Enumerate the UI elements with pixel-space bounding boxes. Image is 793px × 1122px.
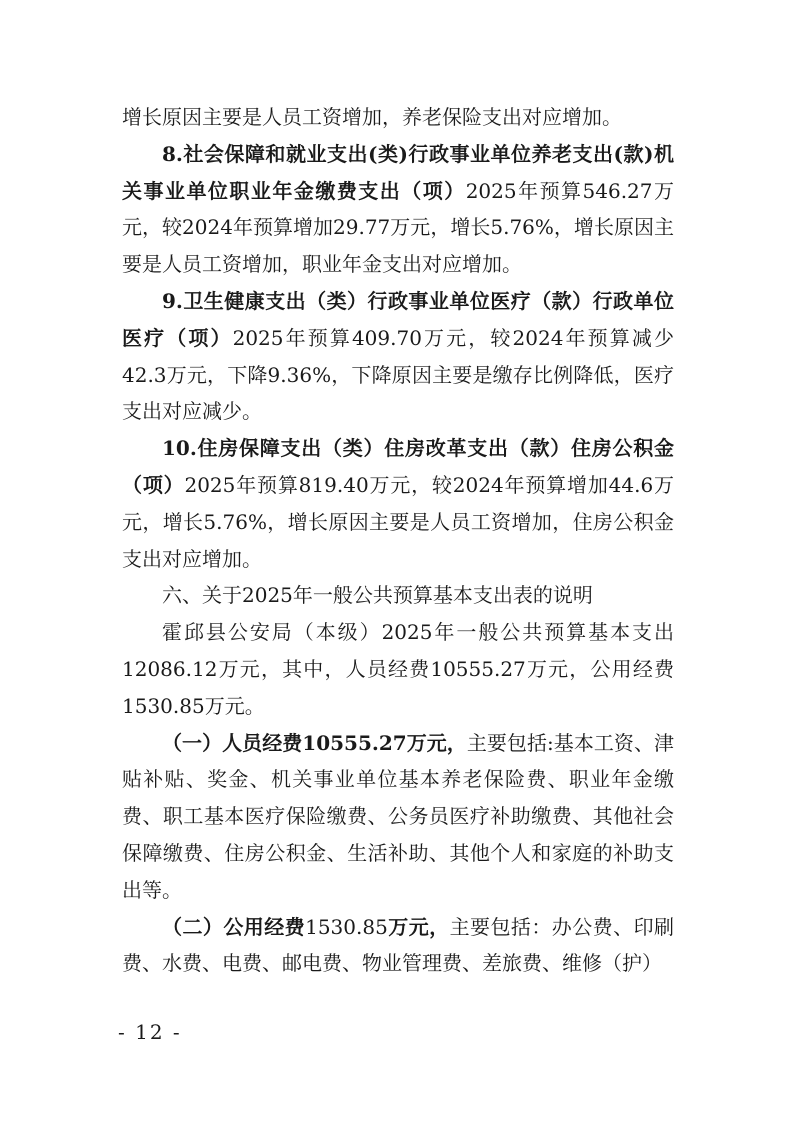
page-number: - 12 - (118, 1020, 182, 1044)
public-funds-heading-suffix: 万元， (387, 914, 450, 939)
personnel-body: 主要包括:基本工资、津贴补贴、奖金、机关事业单位基本养老保险费、职业年金缴费、职工基本医疗保险缴费、公务员医疗补助缴费、其他社会保障缴费、住房公积金、生活补助、其他个人和家庭的补助支出等。 (122, 730, 674, 902)
continuation-paragraph: 增长原因主要是人员工资增加，养老保险支出对应增加。 (122, 105, 622, 129)
public-funds-paragraph (122, 909, 674, 983)
public-funds-body: 主要包括：办公费、印刷费、水费、电费、邮电费、物业管理费、差旅费、维修（护） (122, 914, 675, 976)
item-9-paragraph (122, 283, 674, 430)
item-9-heading: 9.卫生健康支出（类）行政事业单位医疗（款）行政单位医疗（项） (122, 288, 674, 350)
item-10-heading: 10.住房保障支出（类）住房改革支出（款）住房公积金（项） (122, 436, 674, 497)
public-funds-heading-amount: 1530.85 (305, 914, 388, 939)
section-6-intro: 霍邱县公安局（本级）2025年一般公共预算基本支出12086.12万元，其中，人员经费10555.27万元，公用经费1530.85万元。 (122, 620, 674, 718)
document-body (122, 99, 674, 982)
public-funds-heading-prefix: （二）公用经费 (162, 914, 306, 939)
personnel-paragraph (122, 725, 674, 909)
item-8-paragraph (122, 136, 674, 283)
item-10-paragraph (122, 430, 674, 577)
item-10-body: 2025年预算819.40万元，较2024年预算增加44.6万元，增长5.76%，增长原因主要是人员工资增加，住房公积金支出对应增加。 (122, 472, 675, 571)
section-6-title: 六、关于2025年一般公共预算基本支出表的说明 (162, 583, 593, 608)
item-9-body: 2025年预算409.70万元，较2024年预算减少42.3万元，下降9.36%，下降原因主要是缴存比例降低，医疗支出对应减少。 (122, 325, 675, 424)
item-8-body: 2025年预算546.27万元，较2024年预算增加29.77万元，增长5.76%，增长原因主要是人员工资增加，职业年金支出对应增加。 (122, 178, 674, 277)
item-8-heading: 8.社会保障和就业支出(类)行政事业单位养老支出(款)机关事业单位职业年金缴费支出（项） (122, 141, 674, 203)
personnel-heading: （一）人员经费10555.27万元， (162, 730, 467, 755)
